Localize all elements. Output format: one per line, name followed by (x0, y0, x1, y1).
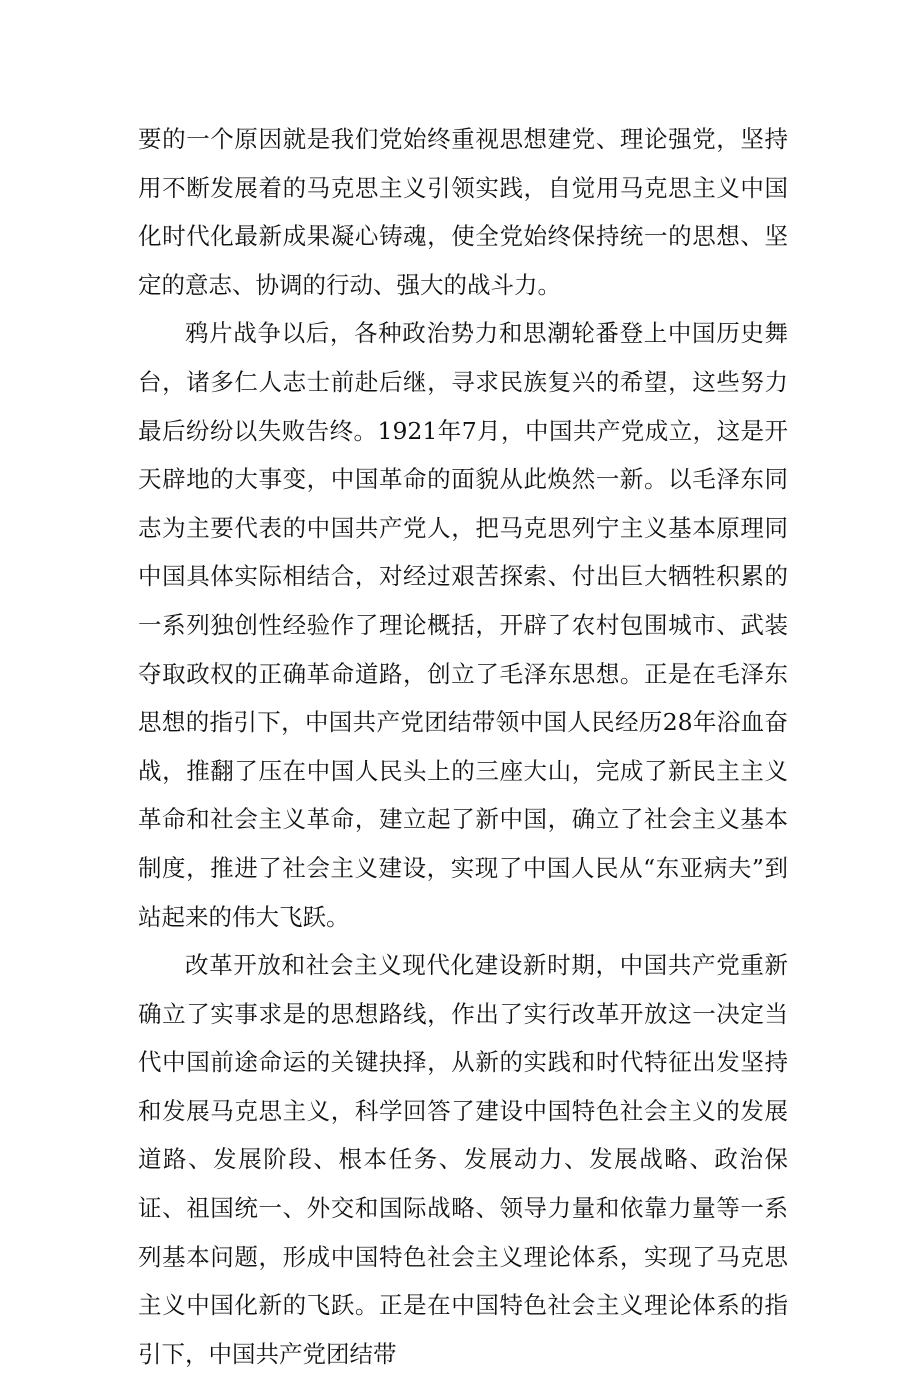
document-body (138, 115, 788, 1378)
paragraph-2: 鸦片战争以后，各种政治势力和思潮轮番登上中国历史舞台，诸多仁人志士前赴后继，寻求民族复兴的希望，这些努力最后纷纷以失败告终。1921年7月，中国共产党成立，这是开天辟地的大事变，中国革命的面貌从此焕然一新。以毛泽东同志为主要代表的中国共产党人，把马克思列宁主义基本原理同中国具体实际相结合，对经过艰苦探索、付出巨大牺牲积累的一系列独创性经验作了理论概括，开辟了农村包围城市、武装夺取政权的正确革命道路，创立了毛泽东思想。正是在毛泽东思想的指引下，中国共产党团结带领中国人民经历28年浴血奋战，推翻了压在中国人民头上的三座大山，完成了新民主主义革命和社会主义革命，建立起了新中国，确立了社会主义基本制度，推进了社会主义建设，实现了中国人民从“东亚病夫”到站起来的伟大飞跃。 (138, 319, 788, 931)
paragraph-3: 改革开放和社会主义现代化建设新时期，中国共产党重新确立了实事求是的思想路线，作出了实行改革开放这一决定当代中国前途命运的关键抉择，从新的实践和时代特征出发坚持和发展马克思主义，科学回答了建设中国特色社会主义的发展道路、发展阶段、根本任务、发展动力、发展战略、政治保证、祖国统一、外交和国际战略、领导力量和依靠力量等一系列基本问题，形成中国特色社会主义理论体系，实现了马克思主义中国化新的飞跃。正是在中国特色社会主义理论体系的指引下，中国共产党团结带 (138, 951, 788, 1368)
paragraph-1: 要的一个原因就是我们党始终重视思想建党、理论强党，坚持用不断发展着的马克思主义引领实践，自觉用马克思主义中国化时代化最新成果凝心铸魂，使全党始终保持统一的思想、坚定的意志、协调的行动、强大的战斗力。 (138, 125, 788, 299)
